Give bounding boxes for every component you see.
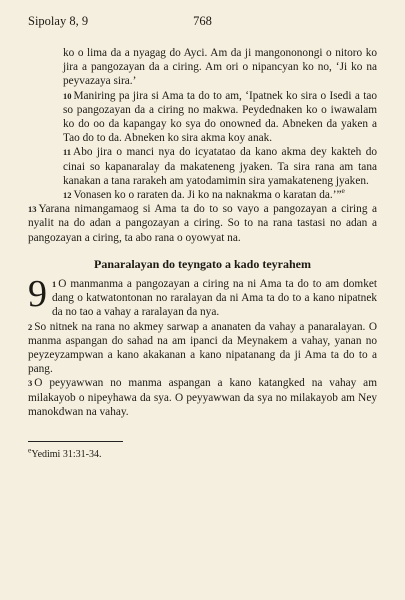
verse-13 [28, 202, 377, 245]
verse-11 [63, 145, 377, 188]
verse-10 [63, 89, 377, 146]
verse-block-1 [28, 46, 377, 202]
verse-text: Yarana nimangamaog si Ama ta do to so vayo a pangozayan a ciring a nyalit na do adan a pangozayan a ciring. So to na rana tastasi no adan a pangozayan a ciring, ta abo rana o oyowyat na. [28, 203, 377, 244]
body-text [28, 46, 377, 462]
verse-number: 1 [52, 279, 57, 290]
verse-1 [28, 273, 377, 320]
running-header: Sipolay 8, 9 [28, 14, 89, 28]
footnote-marker: e [341, 186, 345, 196]
footnote-divider [28, 441, 123, 442]
verse-text: O peyyawwan no manma aspangan a kano katangked na vahay am milakayob o nipeyhawa da sya. O peyyawwan da sya no milakayob am Ney manokdwan na vahay. [28, 377, 377, 418]
verse-number: 2 [28, 321, 33, 332]
footnote [28, 445, 377, 462]
verse-2 [28, 320, 377, 377]
chapter-start [28, 273, 377, 320]
page-number: 768 [193, 14, 212, 28]
page-header [28, 14, 377, 32]
verse-text: Abo jira o manci nya do icyatatao da kano akma dey kakteh do cinai so kapanaralay da makateneng jyaken. Ta sira rana am tana kanakan a tana rarakeh am yatodamimin sira yamakateneng jyaken. [63, 146, 377, 187]
section-heading: Panaralayan do teyngato a kado teyrahem [94, 256, 311, 271]
verse-number: 3 [28, 378, 33, 389]
chapter-number: 9 [28, 273, 47, 316]
verse-text: O manmanma a pangozayan a ciring na ni Ama ta do to am domket dang o katwatontonan no raralayan da ni Ama ta do to a kano nipatnek da no tao a vahay a raralayan da nya. [52, 278, 377, 319]
verse-text: ko o lima da a nyagag do Ayci. Am da ji mangononongi o nitoro ko jira a pangozayan da a ciring. Am ori o nipancyan ko no, ‘Ji ko na peyvazaya sira.’ [63, 47, 377, 88]
verse-12 [63, 188, 377, 202]
verse-number: 12 [63, 190, 72, 201]
verse-number: 13 [28, 204, 37, 215]
verse-number: 11 [63, 147, 72, 158]
verse-text: Vonasen ko o raraten da. Ji ko na naknakma o karatan da.’” [73, 189, 342, 202]
verse-3 [28, 376, 377, 419]
verse-number: 10 [63, 90, 72, 101]
footnote-marker: e [28, 445, 32, 455]
verse-text: Maniring pa jira si Ama ta do to am, ‘Ipatnek ko sira o Isedi a tao so pangozayan da a ciring no makwa. Peydednaken ko o iwawalam ko do oo da kapangay ko sya do onowned da. Abneken da yaken a Tao do to da. Abneken ko sira akma koy anak. [63, 89, 377, 145]
footnote-text: Yedimi 31:31-34. [31, 449, 102, 461]
verse-text: So nitnek na rana no akmey sarwap a ananaten da vahay a panaralayan. O manma aspangan do sahad na am ipanci da Meynakem a vahay, yanan no peyzeyzampwan a kano akakanan a kano nipatanang da ji Ama ta do to a pang. [28, 320, 377, 376]
